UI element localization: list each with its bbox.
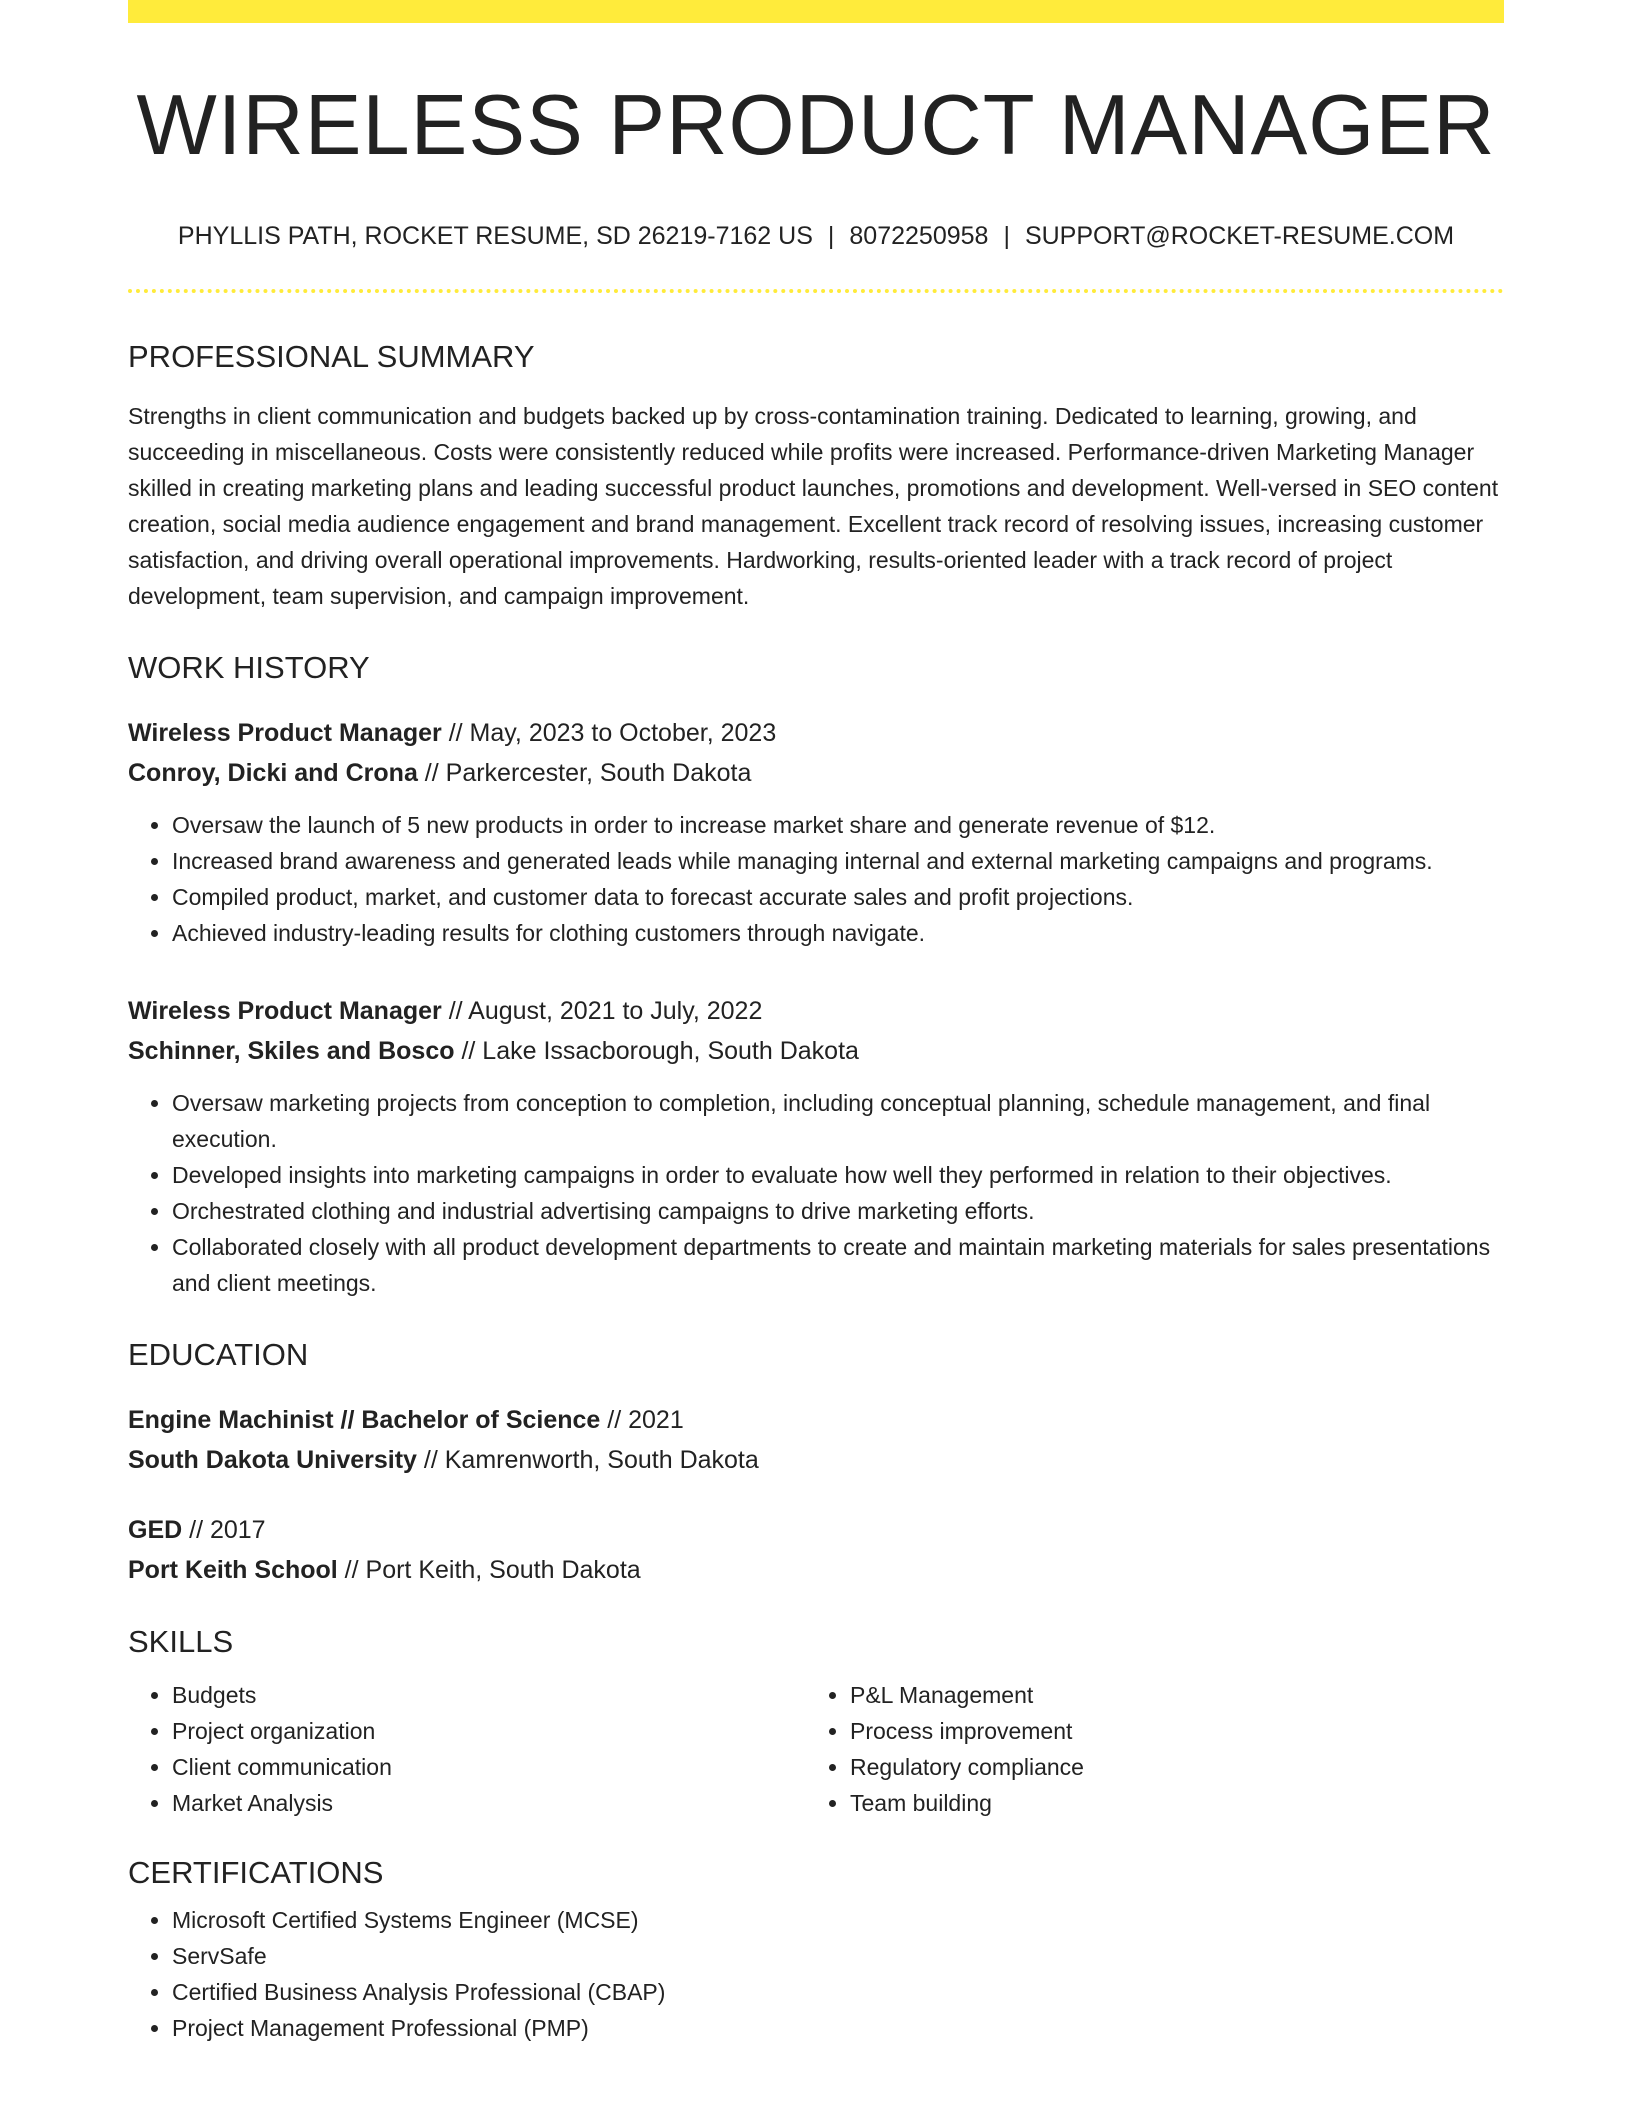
skills-columns — [128, 1677, 1504, 1821]
degree-line — [128, 1400, 1504, 1440]
list-item: • Budgets — [172, 1677, 806, 1713]
list-item: • Achieved industry-leading results for clothing customers through navigate. — [172, 915, 1504, 951]
degree-year: // 2017 — [182, 1516, 266, 1544]
list-item: • Microsoft Certified Systems Engineer (MCSE) — [172, 1902, 1504, 1938]
school-location: // Kamrenworth, South Dakota — [416, 1446, 759, 1474]
job-company: Schinner, Skiles and Bosco — [128, 1037, 455, 1065]
list-item: • Oversaw the launch of 5 new products in order to increase market share and generate revenue of $12. — [172, 807, 1504, 843]
school: South Dakota University — [128, 1446, 417, 1474]
job-bullets — [128, 1085, 1504, 1301]
summary-heading: PROFESSIONAL SUMMARY — [128, 339, 535, 374]
list-item: • Increased brand awareness and generated leads while managing internal and external marketing campaigns and programs. — [172, 843, 1504, 879]
education-entry — [128, 1400, 1504, 1480]
list-item: • Project organization — [172, 1713, 806, 1749]
school-line — [128, 1550, 1504, 1590]
contact-line — [128, 224, 1504, 249]
list-item: • Orchestrated clothing and industrial advertising campaigns to drive marketing efforts. — [172, 1193, 1504, 1229]
education-heading: EDUCATION — [128, 1337, 309, 1372]
degree: Engine Machinist // Bachelor of Science — [128, 1406, 601, 1434]
degree-line — [128, 1510, 1504, 1550]
list-item: • Developed insights into marketing campaigns in order to evaluate how well they performed in relation to their objectives. — [172, 1157, 1504, 1193]
job-title: Wireless Product Manager — [128, 719, 442, 747]
contact-separator: | — [827, 222, 835, 250]
school-location: // Port Keith, South Dakota — [337, 1556, 641, 1584]
contact-phone: 8072250958 — [849, 222, 989, 250]
skills-list-left — [128, 1677, 806, 1821]
contact-email: SUPPORT@ROCKET-RESUME.COM — [1024, 222, 1455, 250]
list-item: • Client communication — [172, 1749, 806, 1785]
contact-address: PHYLLIS PATH, ROCKET RESUME, SD 26219-7162 US — [177, 222, 813, 250]
job-company-line — [128, 1031, 1504, 1071]
work-history-heading: WORK HISTORY — [128, 650, 370, 685]
list-item: • Oversaw marketing projects from conception to completion, including conceptual planning, schedule management, and final execution. — [172, 1085, 1504, 1157]
certifications-list — [128, 1902, 1504, 2046]
list-item: • Project Management Professional (PMP) — [172, 2010, 1504, 2046]
job-title-line — [128, 713, 1504, 753]
list-item: • Market Analysis — [172, 1785, 806, 1821]
job-entry — [128, 991, 1504, 1301]
list-item: • Process improvement — [850, 1713, 1484, 1749]
list-item: • Compiled product, market, and customer data to forecast accurate sales and profit projections. — [172, 879, 1504, 915]
resume-page — [128, 0, 1504, 2046]
job-location: // Parkercester, South Dakota — [417, 759, 752, 787]
skills-list-right — [806, 1677, 1484, 1821]
page-title: WIRELESS PRODUCT MANAGER — [136, 78, 1496, 173]
school-line — [128, 1440, 1504, 1480]
degree-year: // 2021 — [600, 1406, 684, 1434]
job-entry — [128, 713, 1504, 951]
list-item: • Regulatory compliance — [850, 1749, 1484, 1785]
list-item: • ServSafe — [172, 1938, 1504, 1974]
job-dates: // May, 2023 to October, 2023 — [441, 719, 777, 747]
skills-heading: SKILLS — [128, 1624, 234, 1659]
school: Port Keith School — [128, 1556, 338, 1584]
list-item: • P&L Management — [850, 1677, 1484, 1713]
list-item: • Team building — [850, 1785, 1484, 1821]
job-location: // Lake Issacborough, South Dakota — [454, 1037, 859, 1065]
job-dates: // August, 2021 to July, 2022 — [441, 997, 763, 1025]
degree: GED — [128, 1516, 183, 1544]
job-bullets — [128, 807, 1504, 951]
list-item: • Certified Business Analysis Professional (CBAP) — [172, 1974, 1504, 2010]
contact-separator: | — [1003, 222, 1010, 250]
summary-text: Strengths in client communication and budgets backed up by cross-contamination training. Dedicated to learning, growing, and succeeding in miscellaneous. Costs were consistently reduced while profits were increased. Performance-driven Marketing Manager skilled in creating marketing plans and leading successful product launches, promotions and development. Well-versed in SEO content creation, social media audience engagement and brand management. Excellent track record of resolving issues, increasing customer satisfaction, and driving overall operational improvements. Hardworking, results-oriented leader with a track record of project development, team supervision, and campaign improvement. — [128, 403, 1499, 609]
job-title: Wireless Product Manager — [128, 997, 442, 1025]
accent-top-bar — [128, 0, 1504, 23]
job-company: Conroy, Dicki and Crona — [128, 759, 418, 787]
job-title-line — [128, 991, 1504, 1031]
certifications-heading: CERTIFICATIONS — [128, 1855, 384, 1890]
list-item: • Collaborated closely with all product development departments to create and maintain marketing materials for sales presentations and client meetings. — [172, 1229, 1504, 1301]
education-entry — [128, 1510, 1504, 1590]
job-company-line — [128, 753, 1504, 793]
dotted-divider — [128, 289, 1504, 293]
